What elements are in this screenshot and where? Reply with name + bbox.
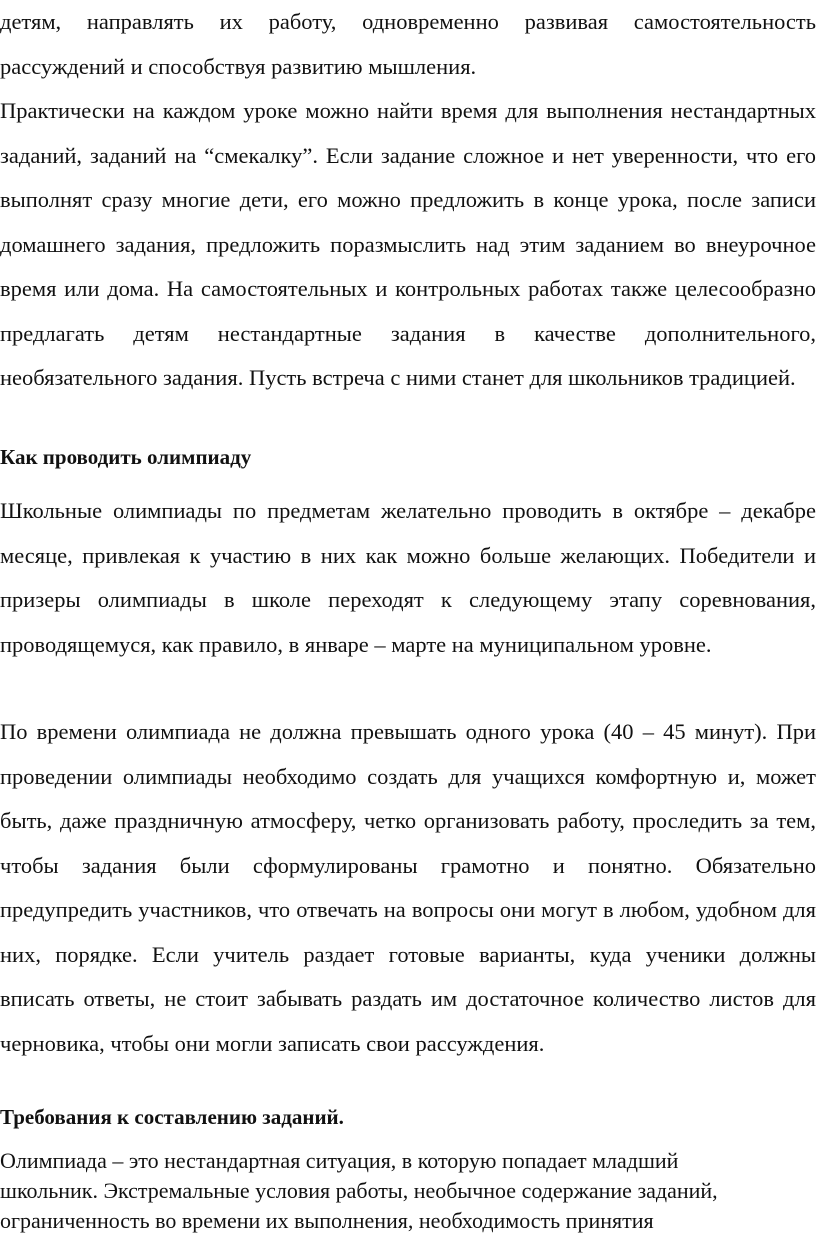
- paragraph-olympiad-duration: По времени олимпиада не должна превышать одного урока (40 – 45 минут). При проведении олимпиады необходимо создать для учащихся комфортную и, может быть, даже праздничную атмосферу, четко организовать работу, проследить за тем, чтобы задания были сформулированы грамотно и понятно. Обязательно предупредить участников, что отвечать на вопросы они могут в любом, удобном для них, порядке. Если учитель раздает готовые варианты, куда ученики должны вписать ответы, не стоит забывать раздать им достаточное количество листов для черновика, чтобы они могли записать свои рассуждения.: [0, 719, 816, 1056]
- heading-task-requirements: Требования к составлению заданий.: [0, 1105, 344, 1129]
- paragraph-school-olympiads: Школьные олимпиады по предметам желательно проводить в октябре – декабре месяце, привлекая к участию в них как можно больше желающих. Победители и призеры олимпиады в школе переходят к следующему этапу соревнования, проводящемуся, как правило, в январе – марте на муниципальном уровне.: [0, 498, 816, 657]
- paragraph-olympiad-situation-line-3: ограниченность во времени их выполнения, необходимость принятия: [0, 1208, 654, 1233]
- paragraph-olympiad-situation-line-2: школьник. Экстремальные условия работы, необычное содержание заданий,: [0, 1178, 718, 1203]
- paragraph-intro-continuation: детям, направлять их работу, одновременно развивая самостоятельность рассуждений и способствуя развитию мышления.: [0, 9, 816, 79]
- heading-how-to-hold-olympiad: Как проводить олимпиаду: [0, 445, 252, 469]
- paragraph-olympiad-situation-line-1: Олимпиада – это нестандартная ситуация, в которую попадает младший: [0, 1148, 679, 1173]
- paragraph-nonstandard-tasks: Практически на каждом уроке можно найти время для выполнения нестандартных заданий, заданий на “смекалку”. Если задание сложное и нет уверенности, что его выполнят сразу многие дети, его можно предложить в конце урока, после записи домашнего задания, предложить поразмыслить над этим заданием во внеурочное время или дома. На самостоятельных и контрольных работах также целесообразно предлагать детям нестандартные задания в качестве дополнительного, необязательного задания. Пусть встреча с ними станет для школьников традицией.: [0, 98, 816, 390]
